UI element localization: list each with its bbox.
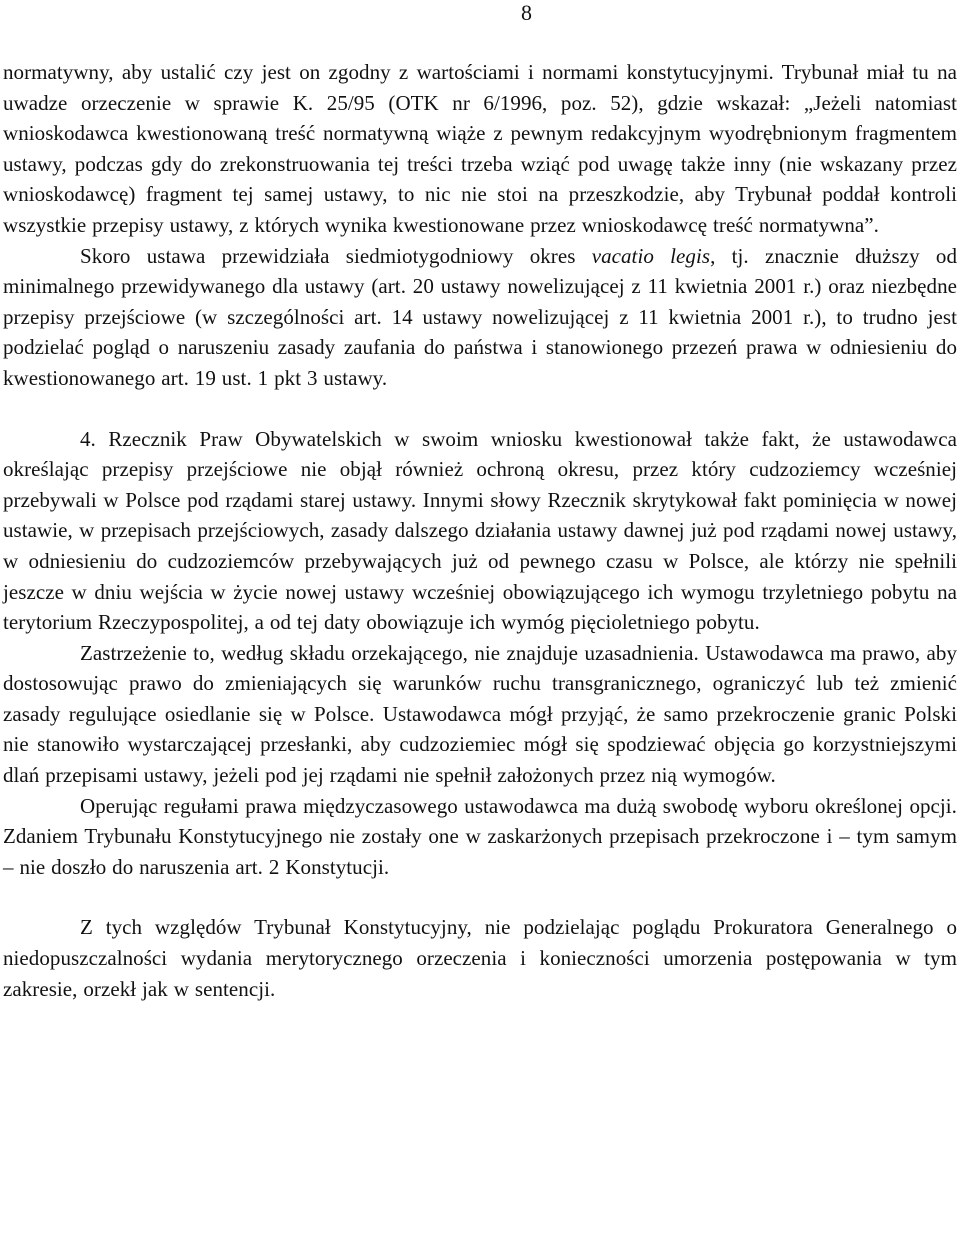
paragraph-vacatio-legis	[3, 241, 957, 394]
paragraph-text: Skoro ustawa przewidziała siedmiotygodniowy okres	[80, 243, 592, 268]
paragraph-intertemporal-law: Operując regułami prawa międzyczasowego ustawodawca ma dużą swobodę wyboru określonej opcji. Zdaniem Trybunału Konstytucyjnego nie zostały one w zaskarżonych przepisach przekroczone i – tym samym – nie doszło do naruszenia art. 2 Konstytucji.	[3, 793, 957, 879]
document-body	[3, 57, 957, 1004]
paragraph-continuation: normatywny, aby ustalić czy jest on zgodny z wartościami i normami konstytucyjnymi. Trybunał miał tu na uwadze orzeczenie w sprawie K. 25/95 (OTK nr 6/1996, poz. 52), gdzie wskazał: „Jeżeli natomiast wnioskodawca kwestionowaną treść normatywną wiąże z pewnym redakcyjnym wyodrębnionym fragmentem ustawy, podczas gdy do zrekonstruowania tej treści trzeba wziąć pod uwagę także inny (nie wskazany przez wnioskodawcę) fragment tej samej ustawy, to nic nie stoi na przeszkodzie, aby Trybunał poddał kontroli wszystkie przepisy ustawy, z których wynika kwestionowane przez wnioskodawcę treść normatywna”.	[3, 60, 957, 237]
page-number: 8	[521, 0, 532, 25]
paragraph-reservation: Zastrzeżenie to, według składu orzekającego, nie znajduje uzasadnienia. Ustawodawca ma prawo, aby dostosowując prawo do zmieniających się warunków ruchu transgranicznego, ograniczyć lub też zmienić zasady regulujące osiedlanie się w Polsce. Ustawodawca mógł przyjąć, że samo przekroczenie granic Polski nie stanowiło wystarczającej przesłanki, aby cudzoziemiec mógł się spodziewać objęcia go korzystniejszymi dlań przepisami ustawy, jeżeli pod jej rządami nie spełnił założonych przez nią wymogów.	[3, 640, 957, 788]
italic-term: vacatio legis	[591, 243, 711, 268]
paragraph-conclusion: Z tych względów Trybunał Konstytucyjny, nie podzielając poglądu Prokuratora Generalnego o niedopuszczalności wydania merytorycznego orzeczenia i konieczności umorzenia postępowania w tym zakresie, orzekł jak w sentencji.	[3, 915, 957, 1001]
paragraph-point-4: 4. Rzecznik Praw Obywatelskich w swoim wniosku kwestionował także fakt, że ustawodawca określając przepisy przejściowe nie objął również ochroną okresu, przez który cudzoziemcy wcześniej przebywali w Polsce pod rządami starej ustawy. Innymi słowy Rzecznik skrytykował fakt pominięcia w nowej ustawie, w przepisach przejściowych, zasady dalszego działania ustawy dawnej już pod rządami nowej ustawy, w odniesieniu do cudzoziemców przebywających już od pewnego czasu w Polsce, ale którzy nie spełnili jeszcze w dniu wejścia w życie nowej ustawy wcześniej obowiązującego ich wymogu trzyletniego pobytu na terytorium Rzeczypospolitej, a od tej daty obowiązuje ich wymóg pięcioletniego pobytu.	[3, 426, 957, 635]
paragraph-text: , tj. znacznie dłuższy od minimalnego przewidywanego dla ustawy (art. 20 ustawy nowelizującej z 11 kwietnia 2001 r.) oraz niezbędne przepisy przejściowe (w szczególności art. 14 ustawy nowelizującej z 11 kwietnia 2001 r.), to trudno jest podzielać pogląd o naruszeniu zasady zaufania do państwa i stanowionego przezeń prawa w odniesieniu do kwestionowanego art. 19 ust. 1 pkt 3 ustawy.	[3, 243, 957, 390]
